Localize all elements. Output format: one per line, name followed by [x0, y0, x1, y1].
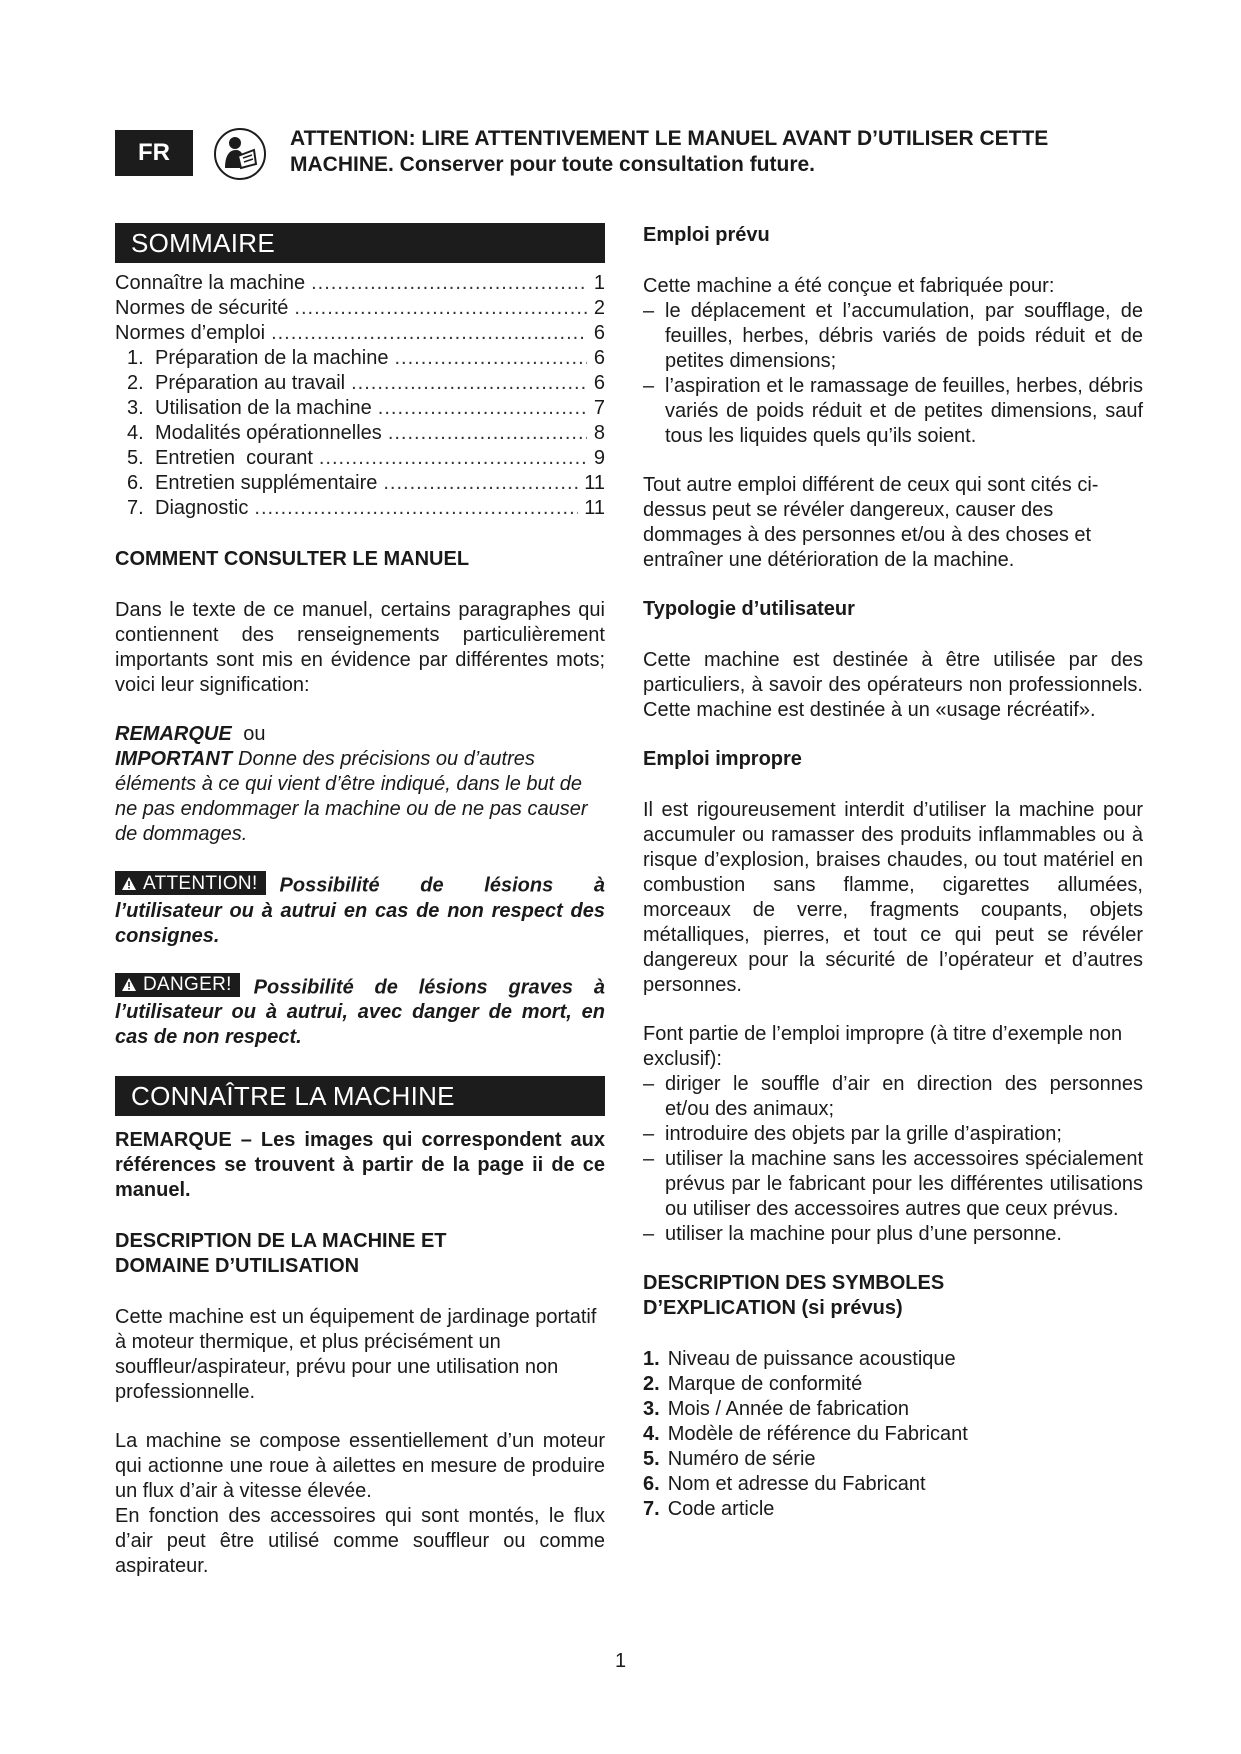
description-title-line1: DESCRIPTION DE LA MACHINE ET	[115, 1230, 447, 1252]
symbol-item	[643, 1472, 1143, 1497]
symbol-number: 2.	[643, 1373, 660, 1395]
consulter-intro: Dans le texte de ce manuel, certains paragraphes qui contiennent des renseignements particulièrement importants sont mis en évidence par différentes mots; voici leur signification:	[115, 599, 605, 696]
symbol-number: 5.	[643, 1448, 660, 1470]
toc-entry	[115, 271, 605, 296]
symbol-text: Niveau de puissance acoustique	[667, 1348, 956, 1370]
symbol-text: Marque de conformité	[667, 1373, 863, 1395]
header-warning-line2: MACHINE. Conserver pour toute consultation future.	[290, 153, 816, 176]
header-warning-line1: ATTENTION: LIRE ATTENTIVEMENT LE MANUEL AVANT D’UTILISER CETTE	[290, 127, 1049, 150]
toc-entry-page: 11	[584, 472, 605, 494]
toc-entry	[115, 296, 605, 321]
symbol-text: Modèle de référence du Fabricant	[667, 1423, 968, 1445]
toc-entry-label: Normes d’emploi	[115, 322, 266, 344]
toc-entry-label: Normes de sécurité	[115, 297, 289, 319]
toc-entry-page: 6	[593, 347, 605, 369]
warning-triangle-icon	[121, 876, 137, 891]
important-word: IMPORTANT	[115, 748, 233, 770]
important-text: Donne des précisions ou d’autres éléments à ce qui vient d’être indiqué, dans le but de ne pas endommager la machine ou de ne pas causer de dommages.	[115, 748, 588, 845]
toc-entry-number: 5.	[127, 447, 144, 469]
toc-entry-number: 7.	[127, 497, 144, 519]
toc-leader-dots	[271, 321, 587, 346]
description-title-line2: DOMAINE D’UTILISATION	[115, 1255, 360, 1277]
toc-entry-page: 11	[584, 497, 605, 519]
attention-tag-label: ATTENTION!	[143, 872, 258, 894]
toc-leader-dots	[294, 296, 587, 321]
attention-text: Possibilité de lésions à l’utilisateur ou à autrui en cas de non respect des consignes.	[115, 874, 605, 947]
danger-text: Possibilité de lésions graves à l’utilisateur ou à autrui, avec danger de mort, en cas de non respect.	[115, 976, 605, 1048]
toc-leader-dots	[378, 396, 587, 421]
toc-entry	[115, 371, 605, 396]
typologie-text: Cette machine est destinée à être utilisée par des particuliers, à savoir des opérateurs non professionnels. Cette machine est destinée à un «usage récréatif».	[643, 649, 1143, 721]
toc-entry-number: 1.	[127, 347, 144, 369]
emploi-impropre-list	[643, 1072, 1143, 1247]
toc-leader-dots	[319, 446, 587, 471]
list-item: – introduire des objets par la grille d’aspiration;	[643, 1123, 1062, 1145]
toc-entry-number: 3.	[127, 397, 144, 419]
toc-leader-dots	[388, 421, 587, 446]
warning-triangle-icon	[121, 977, 137, 992]
symbol-text: Code article	[667, 1498, 775, 1520]
danger-paragraph	[115, 973, 605, 1051]
toc-entry-label: Entretien courant	[155, 447, 313, 469]
symbol-item	[643, 1497, 1143, 1522]
list-item: – l’aspiration et le ramassage de feuilles, herbes, débris variés de poids réduit et de petites dimensions, sauf tous les liquides quels qu’ils soient.	[643, 375, 1143, 447]
table-of-contents	[115, 271, 605, 521]
toc-entry-label: Préparation au travail	[155, 372, 346, 394]
emploi-impropre-title: Emploi impropre	[643, 748, 802, 770]
emploi-prevu-intro: Cette machine a été conçue et fabriquée pour:	[643, 275, 1055, 297]
remarque-word: REMARQUE	[115, 723, 232, 745]
emploi-prevu-title: Emploi prévu	[643, 224, 770, 246]
toc-entry	[115, 496, 605, 521]
toc-entry-number: 2.	[127, 372, 144, 394]
ou-word: ou	[243, 723, 266, 745]
symboles-title-line1: DESCRIPTION DES SYMBOLES	[643, 1272, 945, 1294]
list-item: – diriger le souffle d’air en direction des personnes et/ou des animaux;	[643, 1073, 1143, 1120]
toc-leader-dots	[383, 471, 578, 496]
symboles-title-line2: D’EXPLICATION (si prévus)	[643, 1297, 903, 1319]
description-paragraph-2b: En fonction des accessoires qui sont montés, le flux d’air peut être utilisé comme souffleur ou comme aspirateur.	[115, 1505, 605, 1577]
emploi-prevu-other: Tout autre emploi différent de ceux qui sont cités ci-dessus peut se révéler dangereux, causer des dommages à des personnes et/ou à des choses et entraîner une détérioration de la machine.	[643, 474, 1099, 571]
danger-tag	[115, 973, 240, 997]
toc-entry-page: 7	[593, 397, 605, 419]
toc-entry-label: Connaître la machine	[115, 272, 306, 294]
page-number: 1	[614, 1650, 627, 1672]
danger-tag-label: DANGER!	[143, 974, 232, 995]
sommaire-title: SOMMAIRE	[115, 223, 605, 263]
typologie-title: Typologie d’utilisateur	[643, 598, 855, 620]
connaitre-remarque: REMARQUE – Les images qui correspondent aux références se trouvent à partir de la page ii de ce manuel.	[115, 1129, 605, 1201]
symbol-item	[643, 1422, 1143, 1447]
toc-leader-dots	[394, 346, 587, 371]
emploi-prevu-list	[643, 299, 1143, 449]
header-warning	[290, 126, 1150, 178]
list-item: – le déplacement et l’accumulation, par soufflage, de feuilles, herbes, débris variés de poids réduit et de petites dimensions;	[643, 300, 1143, 372]
toc-entry-page: 6	[593, 322, 605, 344]
remarque-line	[115, 722, 605, 747]
language-badge: FR	[115, 130, 193, 176]
symbol-text: Mois / Année de fabrication	[667, 1398, 909, 1420]
symbol-item	[643, 1347, 1143, 1372]
connaitre-title: CONNAÎTRE LA MACHINE	[115, 1076, 605, 1116]
emploi-impropre-text: Il est rigoureusement interdit d’utiliser la machine pour accumuler ou ramasser des produits inflammables ou à risque d’explosion, braises chaudes, ou tout matériel en combustion sans flamme, cigarettes allumées, morceaux de verre, fragments coupants, objets métalliques, pierres, et tout ce qui peut se révéler dangereux pour la sécurité de l’opérateur et d’autres personnes.	[643, 799, 1143, 996]
left-column	[115, 223, 605, 1579]
toc-leader-dots	[311, 271, 587, 296]
attention-tag	[115, 871, 266, 895]
symboles-list	[643, 1347, 1143, 1522]
symbol-number: 7.	[643, 1498, 660, 1520]
symbol-item	[643, 1447, 1143, 1472]
list-item: – utiliser la machine sans les accessoires spécialement prévus par le fabricant pour les différentes utilisations ou utiliser des accessoires autres que ceux prévus.	[643, 1148, 1143, 1220]
toc-entry-label: Utilisation de la machine	[155, 397, 372, 419]
toc-entry	[115, 421, 605, 446]
symbol-text: Numéro de série	[667, 1448, 816, 1470]
read-manual-icon	[214, 128, 266, 180]
description-paragraph-1: Cette machine est un équipement de jardinage portatif à moteur thermique, et plus précisément un souffleur/aspirateur, prévu pour une utilisation non professionnelle.	[115, 1306, 597, 1403]
toc-entry-number: 6.	[127, 472, 144, 494]
symbol-text: Nom et adresse du Fabricant	[667, 1473, 926, 1495]
consulter-title: COMMENT CONSULTER LE MANUEL	[115, 548, 470, 570]
toc-entry-page: 8	[593, 422, 605, 444]
symbol-number: 6.	[643, 1473, 660, 1495]
symbol-item	[643, 1397, 1143, 1422]
toc-entry-label: Entretien supplémentaire	[155, 472, 378, 494]
toc-entry-label: Préparation de la machine	[155, 347, 389, 369]
toc-leader-dots	[351, 371, 587, 396]
toc-entry-page: 1	[593, 272, 605, 294]
toc-entry-label: Diagnostic	[155, 497, 249, 519]
toc-entry-page: 2	[593, 297, 605, 319]
right-column	[643, 223, 1143, 1522]
toc-entry	[115, 396, 605, 421]
toc-entry	[115, 346, 605, 371]
symbol-item	[643, 1372, 1143, 1397]
symbol-number: 3.	[643, 1398, 660, 1420]
toc-entry-label: Modalités opérationnelles	[155, 422, 382, 444]
toc-entry	[115, 321, 605, 346]
attention-paragraph	[115, 871, 605, 949]
toc-entry	[115, 446, 605, 471]
toc-leader-dots	[254, 496, 578, 521]
description-paragraph-2a: La machine se compose essentiellement d’un moteur qui actionne une roue à ailettes en mesure de produire un flux d’air à vitesse élevée.	[115, 1430, 605, 1502]
symbol-number: 1.	[643, 1348, 660, 1370]
important-paragraph	[115, 747, 605, 847]
toc-entry	[115, 471, 605, 496]
list-item: – utiliser la machine pour plus d’une personne.	[643, 1223, 1062, 1245]
symbol-number: 4.	[643, 1423, 660, 1445]
toc-entry-page: 9	[593, 447, 605, 469]
toc-entry-page: 6	[593, 372, 605, 394]
toc-entry-number: 4.	[127, 422, 144, 444]
emploi-impropre-intro: Font partie de l’emploi impropre (à titre d’exemple non exclusif):	[643, 1023, 1123, 1070]
